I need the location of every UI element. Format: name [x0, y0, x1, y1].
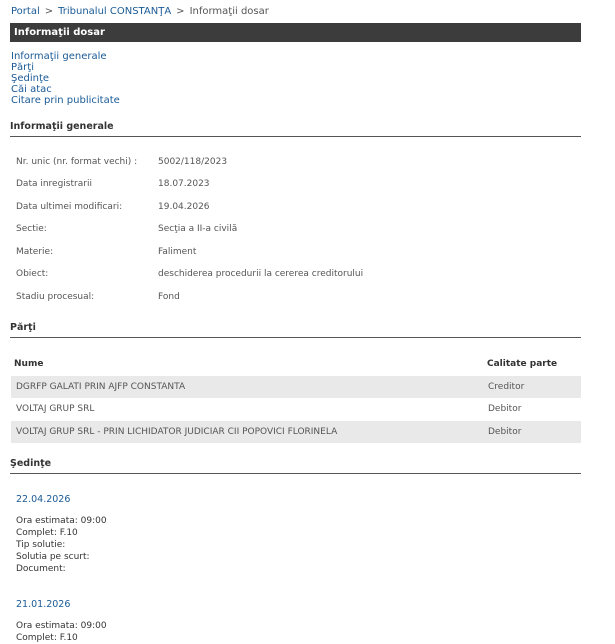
- party-name: VOLTAJ GRUP SRL: [16, 404, 95, 414]
- info-value-data-inregistrarii: 18.07.2023: [158, 179, 210, 189]
- nav-link-sedinte[interactable]: Şedinţe: [11, 73, 50, 84]
- info-label: Data ultimei modificari:: [16, 202, 123, 212]
- info-label: Obiect:: [16, 269, 49, 279]
- sedinta-complet: Complet: F.10: [16, 528, 78, 538]
- info-label: Nr. unic (nr. format vechi) :: [16, 157, 138, 167]
- breadcrumb-separator: >: [176, 6, 185, 17]
- page-title-bar: [10, 23, 581, 42]
- table-header-nume: Nume: [14, 359, 44, 369]
- section-nav: [11, 51, 120, 106]
- breadcrumb-portal-link[interactable]: Portal: [11, 6, 40, 17]
- nav-link-cai-atac[interactable]: Căi atac: [11, 84, 52, 95]
- info-value-nr-unic: 5002/118/2023: [158, 157, 228, 167]
- info-label: Data inregistrarii: [16, 179, 92, 189]
- info-value-sectie: Secţia a II-a civilă: [158, 224, 238, 234]
- sedinta-date: 21.01.2026: [16, 599, 71, 610]
- info-value-obiect: deschiderea procedurii la cererea creditorului: [158, 269, 364, 279]
- sedinta-complet: Complet: F.10: [16, 633, 78, 643]
- info-value-stadiu: Fond: [158, 292, 180, 302]
- party-name: VOLTAJ GRUP SRL - PRIN LICHIDATOR JUDICIAR CII POPOVICI FLORINELA: [16, 427, 338, 437]
- info-label: Materie:: [16, 247, 54, 257]
- info-label: Sectie:: [16, 224, 47, 234]
- party-name: DGRFP GALATI PRIN AJFP CONSTANTA: [16, 382, 186, 392]
- sedinta-date: 22.04.2026: [16, 494, 71, 505]
- party-role: Creditor: [488, 382, 525, 392]
- sedinta-ora: Ora estimata: 09:00: [16, 621, 107, 631]
- table-header-calitate: Calitate parte: [487, 359, 558, 369]
- nav-link-parti[interactable]: Părţi: [11, 62, 34, 73]
- breadcrumb-separator: >: [44, 6, 54, 17]
- party-role: Debitor: [488, 404, 522, 414]
- section-heading-general: Informaţii generale: [10, 121, 581, 137]
- party-role: Debitor: [488, 427, 522, 437]
- nav-link-citare-publicitate[interactable]: Citare prin publicitate: [11, 95, 120, 106]
- breadcrumb: [11, 6, 269, 17]
- nav-link-informatii-generale[interactable]: Informaţii generale: [11, 51, 107, 62]
- section-heading-parti: Părţi: [10, 322, 581, 338]
- info-value-data-modificari: 19.04.2026: [158, 202, 210, 212]
- sedinta-ora: Ora estimata: 09:00: [16, 516, 107, 526]
- breadcrumb-current: Informaţii dosar: [189, 6, 269, 17]
- info-value-materie: Faliment: [158, 247, 197, 257]
- breadcrumb-court-link[interactable]: Tribunalul CONSTANŢA: [58, 6, 172, 17]
- page-title: Informaţii dosar: [14, 27, 105, 38]
- info-label: Stadiu procesual:: [16, 292, 95, 302]
- sedinta-tip-solutie: Tip solutie:: [16, 540, 66, 550]
- section-heading-sedinte: Şedinţe: [10, 458, 581, 474]
- sedinta-solutia: Solutia pe scurt:: [16, 552, 90, 562]
- sedinta-document: Document:: [16, 564, 66, 574]
